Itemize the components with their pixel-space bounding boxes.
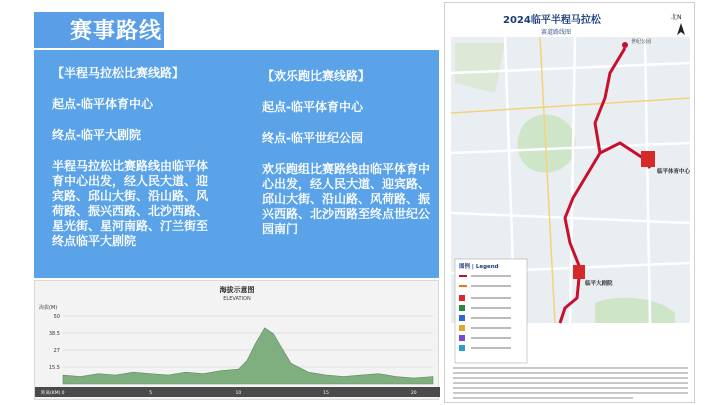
route-map-svg	[445, 3, 696, 404]
route-map	[444, 2, 695, 403]
map-subtitle: 赛道路线图	[541, 29, 572, 36]
fun-run-column	[262, 67, 432, 237]
map-title: 2024临平半程马拉松	[503, 15, 601, 26]
finish-marker	[573, 265, 585, 279]
map-label-start: 临平体育中心	[657, 169, 691, 175]
start-marker	[641, 151, 655, 167]
elevation-x-tick-label: 15	[323, 391, 329, 396]
elevation-x-tick-label: 5	[149, 391, 153, 396]
elevation-chart-svg	[35, 281, 440, 401]
north-arrow-icon	[677, 23, 685, 35]
half-marathon-route-title: 【半程马拉松比赛线路】	[52, 66, 185, 80]
slide-title: 赛事路线	[70, 19, 163, 44]
elevation-x-tick-label: 0	[61, 391, 65, 396]
half-marathon-column	[52, 64, 217, 249]
elevation-area	[63, 328, 433, 384]
elevation-subtitle: ELEVATION	[223, 296, 251, 302]
route-info-panel	[34, 50, 439, 278]
map-label-park: 世纪公园	[631, 39, 652, 45]
elevation-y-tick-label: 15.5	[48, 365, 60, 371]
elevation-chart	[34, 280, 439, 400]
map-legend-title: 图例 | Legend	[459, 264, 499, 270]
half-marathon-end: 终点-临平大剧院	[52, 128, 141, 142]
elevation-y-tick-label: 38.5	[48, 331, 60, 337]
elevation-x-axis-label: 距离(KM)	[41, 391, 61, 396]
park-marker	[622, 42, 628, 48]
elevation-y-axis-label: 海拔(M)	[39, 305, 58, 311]
fun-run-start: 起点-临平体育中心	[262, 100, 363, 114]
elevation-y-tick-label: 27	[53, 348, 60, 354]
fun-run-end: 终点-临平世纪公园	[262, 131, 363, 145]
fun-run-description: 欢乐跑组比赛路线由临平体育中心出发，经人民大道、迎宾路、邱山大街、沿山路、风荷路、振兴西路、北沙西路至终点世纪公园南门	[262, 162, 431, 236]
map-footer-notes	[453, 367, 688, 399]
elevation-y-tick-label: 50	[53, 314, 60, 320]
elevation-title: 海拔示意图	[219, 286, 255, 294]
elevation-y-ticks	[49, 314, 60, 371]
elevation-x-tick-label: 10	[235, 391, 242, 396]
map-north: 北N	[671, 14, 682, 21]
map-label-finish: 临平大剧院	[585, 281, 613, 287]
elevation-area-group	[63, 328, 433, 384]
half-marathon-start: 起点-临平体育中心	[52, 97, 153, 111]
half-marathon-description: 半程马拉松比赛路线由临平体育中心出发，经人民大道、迎宾路、邱山大街、沿山路、风荷路、振兴西路、北沙西路、星光街、星河南路、汀兰街至终点临平大剧院	[52, 159, 209, 248]
elevation-x-tick-label: 20	[410, 391, 417, 396]
fun-run-route-title: 【欢乐跑比赛线路】	[262, 69, 371, 83]
